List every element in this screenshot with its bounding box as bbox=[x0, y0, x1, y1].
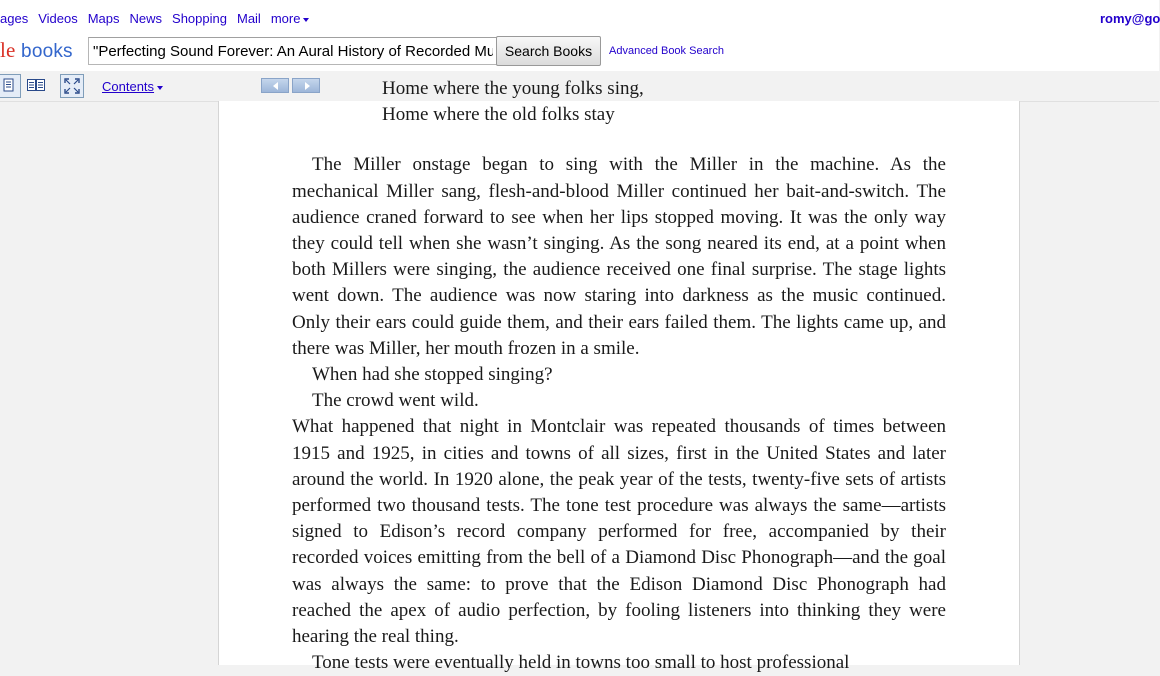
book-paragraph: Tone tests were eventually held in towns too small to host professional bbox=[312, 652, 850, 674]
nav-more-menu[interactable] bbox=[271, 11, 310, 26]
advanced-book-search-link[interactable]: Advanced Book Search bbox=[609, 45, 724, 57]
book-paragraph: What happened that night in Montclair was repeated thousands of times between 1915 and 1925, in cities and towns of all sizes, first in the United States and later around the world. In 1920 alone, the peak year of the tests, twenty-five sets of artists performed two thousand tests. The tone test procedure was always the same—artists signed to Edison’s record company performed for free, accompanied by their recorded voices emitting from the bell of a Diamond Disc Phonograph—and the goal was always the same: to prove that the Edison Diamond Disc Phonograph had reached the apex of audio perfection, by fooling listeners into thinking they were hearing the real thing. bbox=[292, 416, 946, 648]
book-paragraph: The crowd went wild. bbox=[312, 390, 479, 412]
nav-more-label: more bbox=[270, 11, 301, 26]
lyric-line-cut: Home where the young folks sing, bbox=[382, 78, 644, 99]
search-bar-row bbox=[0, 34, 1159, 71]
prev-page-button[interactable] bbox=[261, 78, 289, 93]
fullscreen-icon bbox=[64, 78, 80, 94]
contents-dropdown[interactable] bbox=[102, 79, 163, 94]
logo-fragment: le bbox=[0, 38, 16, 62]
user-account-link[interactable]: romy@go bbox=[1100, 11, 1160, 26]
book-paragraph: When had she stopped singing? bbox=[312, 364, 553, 386]
search-input[interactable] bbox=[88, 37, 498, 65]
contents-label: Contents bbox=[102, 79, 155, 94]
top-nav-links bbox=[0, 11, 319, 26]
two-page-icon bbox=[27, 78, 45, 92]
book-text bbox=[292, 76, 946, 676]
nav-link-news[interactable]: News bbox=[129, 11, 163, 26]
single-page-icon bbox=[1, 78, 15, 92]
nav-link-maps[interactable]: Maps bbox=[87, 11, 120, 26]
google-books-logo[interactable] bbox=[0, 38, 73, 63]
stanza-gap bbox=[292, 128, 946, 152]
search-books-button[interactable]: Search Books bbox=[496, 36, 601, 66]
nav-link-mail[interactable]: Mail bbox=[236, 11, 261, 26]
chevron-down-icon bbox=[157, 86, 163, 90]
two-page-view-button[interactable] bbox=[23, 74, 47, 98]
chevron-down-icon bbox=[303, 18, 309, 22]
logo-books: books bbox=[21, 41, 73, 62]
prev-page-icon bbox=[271, 81, 281, 91]
book-page bbox=[218, 78, 1020, 674]
nav-link-shopping[interactable]: Shopping bbox=[172, 11, 227, 26]
single-page-view-button[interactable] bbox=[0, 74, 21, 98]
top-nav-bar bbox=[0, 0, 1159, 34]
book-paragraph: The Miller onstage began to sing with the Miller in the machine. As the mechanical Miller sang, flesh-and-blood Miller continued her bait-and-switch. The audience craned forward to see when her lips stopped moving. It was the only way they could tell when she wasn’t singing. As the song neared its end, at a point when both Millers were singing, the audience received one final surprise. The stage lights went down. The audience was now staring into darkness as the music continued. Only their ears could guide them, and their ears failed them. The lights came up, and there was Miller, her mouth frozen in a smile. bbox=[292, 154, 946, 359]
fullscreen-button[interactable] bbox=[60, 74, 84, 98]
nav-link-images[interactable]: ages bbox=[0, 11, 29, 26]
lyric-line: Home where the old folks stay bbox=[382, 104, 615, 126]
nav-link-videos[interactable]: Videos bbox=[38, 11, 78, 26]
